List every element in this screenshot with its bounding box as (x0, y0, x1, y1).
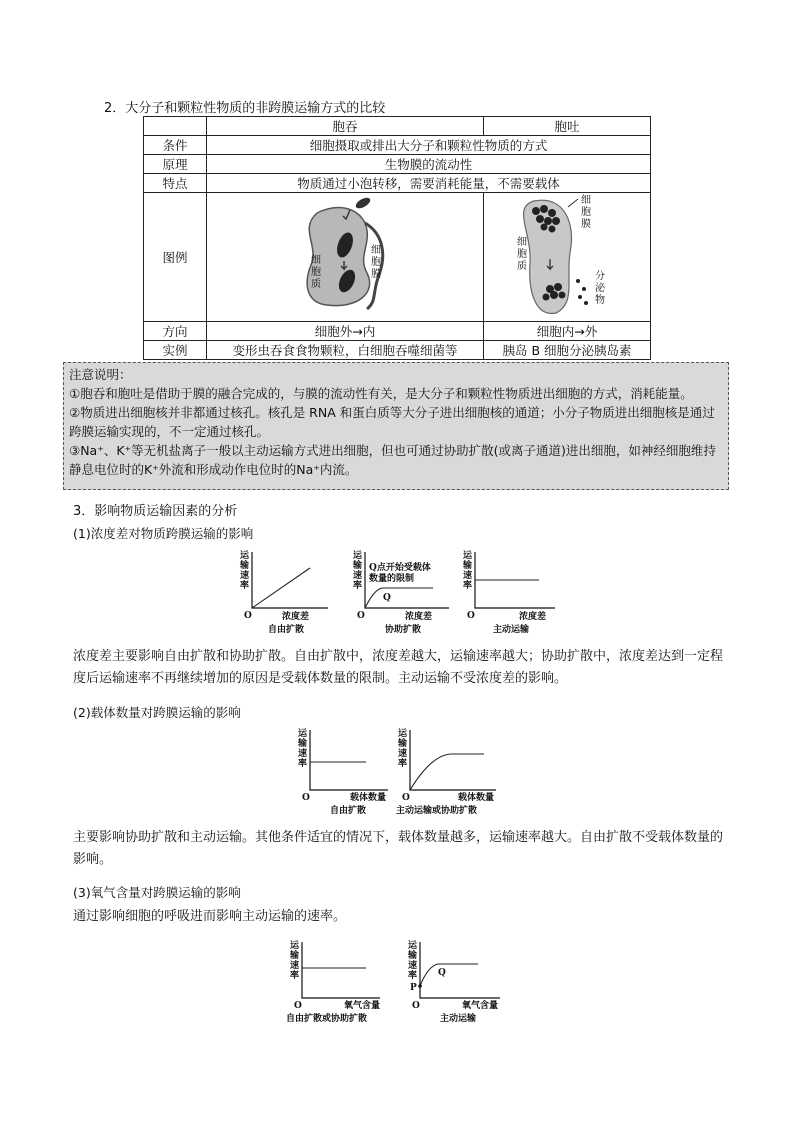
chart-caption: 自由扩散 (330, 806, 367, 816)
table-header-blank (144, 117, 207, 136)
row-label: 方向 (144, 322, 207, 341)
row-cell: 变形虫吞食食物颗粒，白细胞吞噬细菌等 (207, 341, 484, 360)
svg-text:速: 速 (298, 749, 308, 759)
svg-text:率: 率 (408, 971, 418, 981)
endocytosis-illustration (207, 193, 484, 322)
chart-caption: 协助扩散 (385, 625, 422, 635)
endocytosis-cell-image (207, 193, 483, 317)
line-series (252, 568, 310, 608)
svg-text:速: 速 (398, 749, 408, 759)
label-cytoplasm: 细胞质 (311, 255, 321, 290)
chart-facilitated-diffusion-concentration (345, 548, 455, 638)
table-header-exocytosis: 胞吐 (484, 117, 651, 136)
svg-text:O: O (412, 1001, 420, 1011)
row-cell: 胰岛 B 细胞分泌胰岛素 (484, 341, 651, 360)
svg-text:O: O (357, 611, 365, 621)
label-cytoplasm-right: 细胞质 (517, 237, 527, 272)
sub2-text: 主要影响协助扩散和主动运输。其他条件适宜的情况下，载体数量越多，运输速率越大。自由扩散不受载体数量的影响。 (73, 830, 724, 867)
svg-text:率: 率 (463, 581, 473, 591)
chart-xlabel: 氧气含量 (462, 1001, 499, 1011)
svg-text:输: 输 (463, 561, 473, 571)
svg-text:O: O (294, 1001, 302, 1011)
chart-point-p: P (410, 983, 417, 993)
chart-active-oxygen (400, 936, 520, 1028)
note-item: ①胞吞和胞吐是借助于膜的融合完成的，与膜的流动性有关，是大分子和颗粒性物质进出细胞的方式，消耗能量。 (69, 386, 693, 401)
svg-text:输: 输 (240, 561, 250, 571)
svg-text:率: 率 (290, 971, 300, 981)
svg-text:率: 率 (398, 759, 408, 769)
chart-ylabel-1: 运 (240, 551, 250, 561)
row-cell: 细胞摄取或排出大分子和颗粒性物质的方式 (207, 136, 651, 155)
section-2-title: 2．大分子和颗粒性物质的非跨膜运输方式的比较 (104, 101, 386, 116)
chart-xlabel: 浓度差 (405, 612, 433, 622)
section-3-title: 3．影响物质运输因素的分析 (73, 504, 238, 519)
sub1-heading: (1)浓度差对物质跨膜运输的影响 (73, 526, 254, 541)
chart-active-facilitated-carrier (392, 724, 512, 820)
chart-axes (420, 942, 500, 998)
chart-point-q: Q (438, 968, 446, 978)
row-label: 实例 (144, 341, 207, 360)
svg-text:率: 率 (353, 581, 363, 591)
note-item: ③Na⁺、K⁺等无机盐离子一般以主动运输方式进出细胞，但也可通过协助扩散(或离子通道)进出细胞，如神经细胞维持静息电位时的K⁺外流和形成动作电位时的Na⁺内流。 (69, 443, 716, 477)
note-box (63, 362, 729, 490)
row-label: 特点 (144, 174, 207, 193)
row-label: 图例 (144, 193, 207, 322)
table-row (144, 322, 651, 341)
label-membrane-right: 细胞膜 (581, 195, 591, 230)
svg-text:率: 率 (298, 759, 308, 769)
chart-caption: 主动运输 (440, 1014, 477, 1024)
chart-axes (302, 942, 380, 998)
chart-axes (410, 730, 496, 790)
sub3-heading: (3)氧气含量对跨膜运输的影响 (73, 885, 241, 900)
svg-text:速: 速 (353, 571, 363, 581)
svg-text:速: 速 (290, 961, 300, 971)
chart-active-transport-concentration (455, 548, 560, 638)
label-membrane: 细胞膜 (371, 245, 381, 280)
svg-text:输: 输 (290, 951, 300, 961)
sub1-text: 浓度差主要影响自由扩散和协助扩散。自由扩散中，浓度差越大，运输速率越大；协助扩散中，浓度差达到一定程度后运输速率不再继续增加的原因是受载体数量的限制。主动运输不受浓度差的影响。 (73, 649, 724, 686)
exocytosis-illustration (484, 193, 651, 322)
chart-free-facilitated-oxygen (282, 936, 412, 1028)
svg-text:运: 运 (463, 551, 473, 561)
chart-caption: 自由扩散 (268, 625, 305, 635)
svg-text:运: 运 (408, 941, 418, 951)
svg-text:运: 运 (290, 941, 300, 951)
table-row (144, 117, 651, 136)
svg-text:速: 速 (463, 571, 473, 581)
row-cell: 细胞外→内 (207, 322, 484, 341)
table-row (144, 341, 651, 360)
sub2-heading: (2)载体数量对跨膜运输的影响 (73, 705, 241, 720)
chart-xlabel: 浓度差 (519, 612, 547, 622)
sub3-text: 通过影响细胞的呼吸进而影响主动运输的速率。 (73, 909, 347, 924)
table-row (144, 193, 651, 322)
svg-text:O: O (467, 611, 475, 621)
line-series (410, 754, 484, 790)
svg-text:输: 输 (398, 739, 408, 749)
row-cell: 物质通过小泡转移，需要消耗能量，不需要载体 (207, 174, 651, 193)
chart-xlabel: 浓度差 (282, 612, 310, 622)
svg-text:输: 输 (353, 561, 363, 571)
chart-xlabel: 氧气含量 (344, 1001, 381, 1011)
chart-axes (310, 730, 388, 790)
exocytosis-cell-image (484, 193, 652, 317)
svg-text:O: O (402, 793, 410, 803)
table-row (144, 136, 651, 155)
svg-text:输: 输 (298, 739, 308, 749)
chart-free-diffusion-concentration (232, 548, 332, 638)
chart-caption: 自由扩散或协助扩散 (286, 1014, 368, 1024)
chart-point-q: Q (383, 593, 391, 603)
chart-xlabel: 载体数量 (458, 793, 495, 803)
table-row (144, 174, 651, 193)
row-label: 条件 (144, 136, 207, 155)
row-label: 原理 (144, 155, 207, 174)
line-series (420, 964, 478, 986)
table-header-endocytosis: 胞吞 (207, 117, 484, 136)
svg-text:运: 运 (298, 729, 308, 739)
svg-text:输: 输 (408, 951, 418, 961)
note-title: 注意说明： (69, 367, 132, 382)
svg-text:O: O (302, 793, 310, 803)
svg-text:运: 运 (353, 551, 363, 561)
svg-text:运: 运 (398, 729, 408, 739)
label-secretion: 分泌物 (595, 271, 605, 306)
chart-annotation: Q点开始受载体 (369, 563, 431, 573)
comparison-table (143, 116, 651, 360)
svg-text:率: 率 (240, 581, 250, 591)
svg-text:速: 速 (240, 571, 250, 581)
chart-caption: 主动运输或协助扩散 (396, 806, 478, 816)
svg-text:数量的限制: 数量的限制 (369, 574, 415, 584)
row-cell: 生物膜的流动性 (207, 155, 651, 174)
svg-text:速: 速 (408, 961, 418, 971)
chart-origin: O (244, 611, 252, 621)
chart-caption: 主动运输 (493, 625, 530, 635)
note-item: ②物质进出细胞核并非都通过核孔。核孔是 RNA 和蛋白质等大分子进出细胞核的通道；小分子物质进出细胞核是通过跨膜运输实现的，不一定通过核孔。 (69, 405, 715, 439)
row-cell: 细胞内→外 (484, 322, 651, 341)
chart-xlabel: 载体数量 (350, 793, 387, 803)
table-row (144, 155, 651, 174)
line-series (365, 588, 433, 608)
chart-point-p-dot (418, 984, 422, 988)
